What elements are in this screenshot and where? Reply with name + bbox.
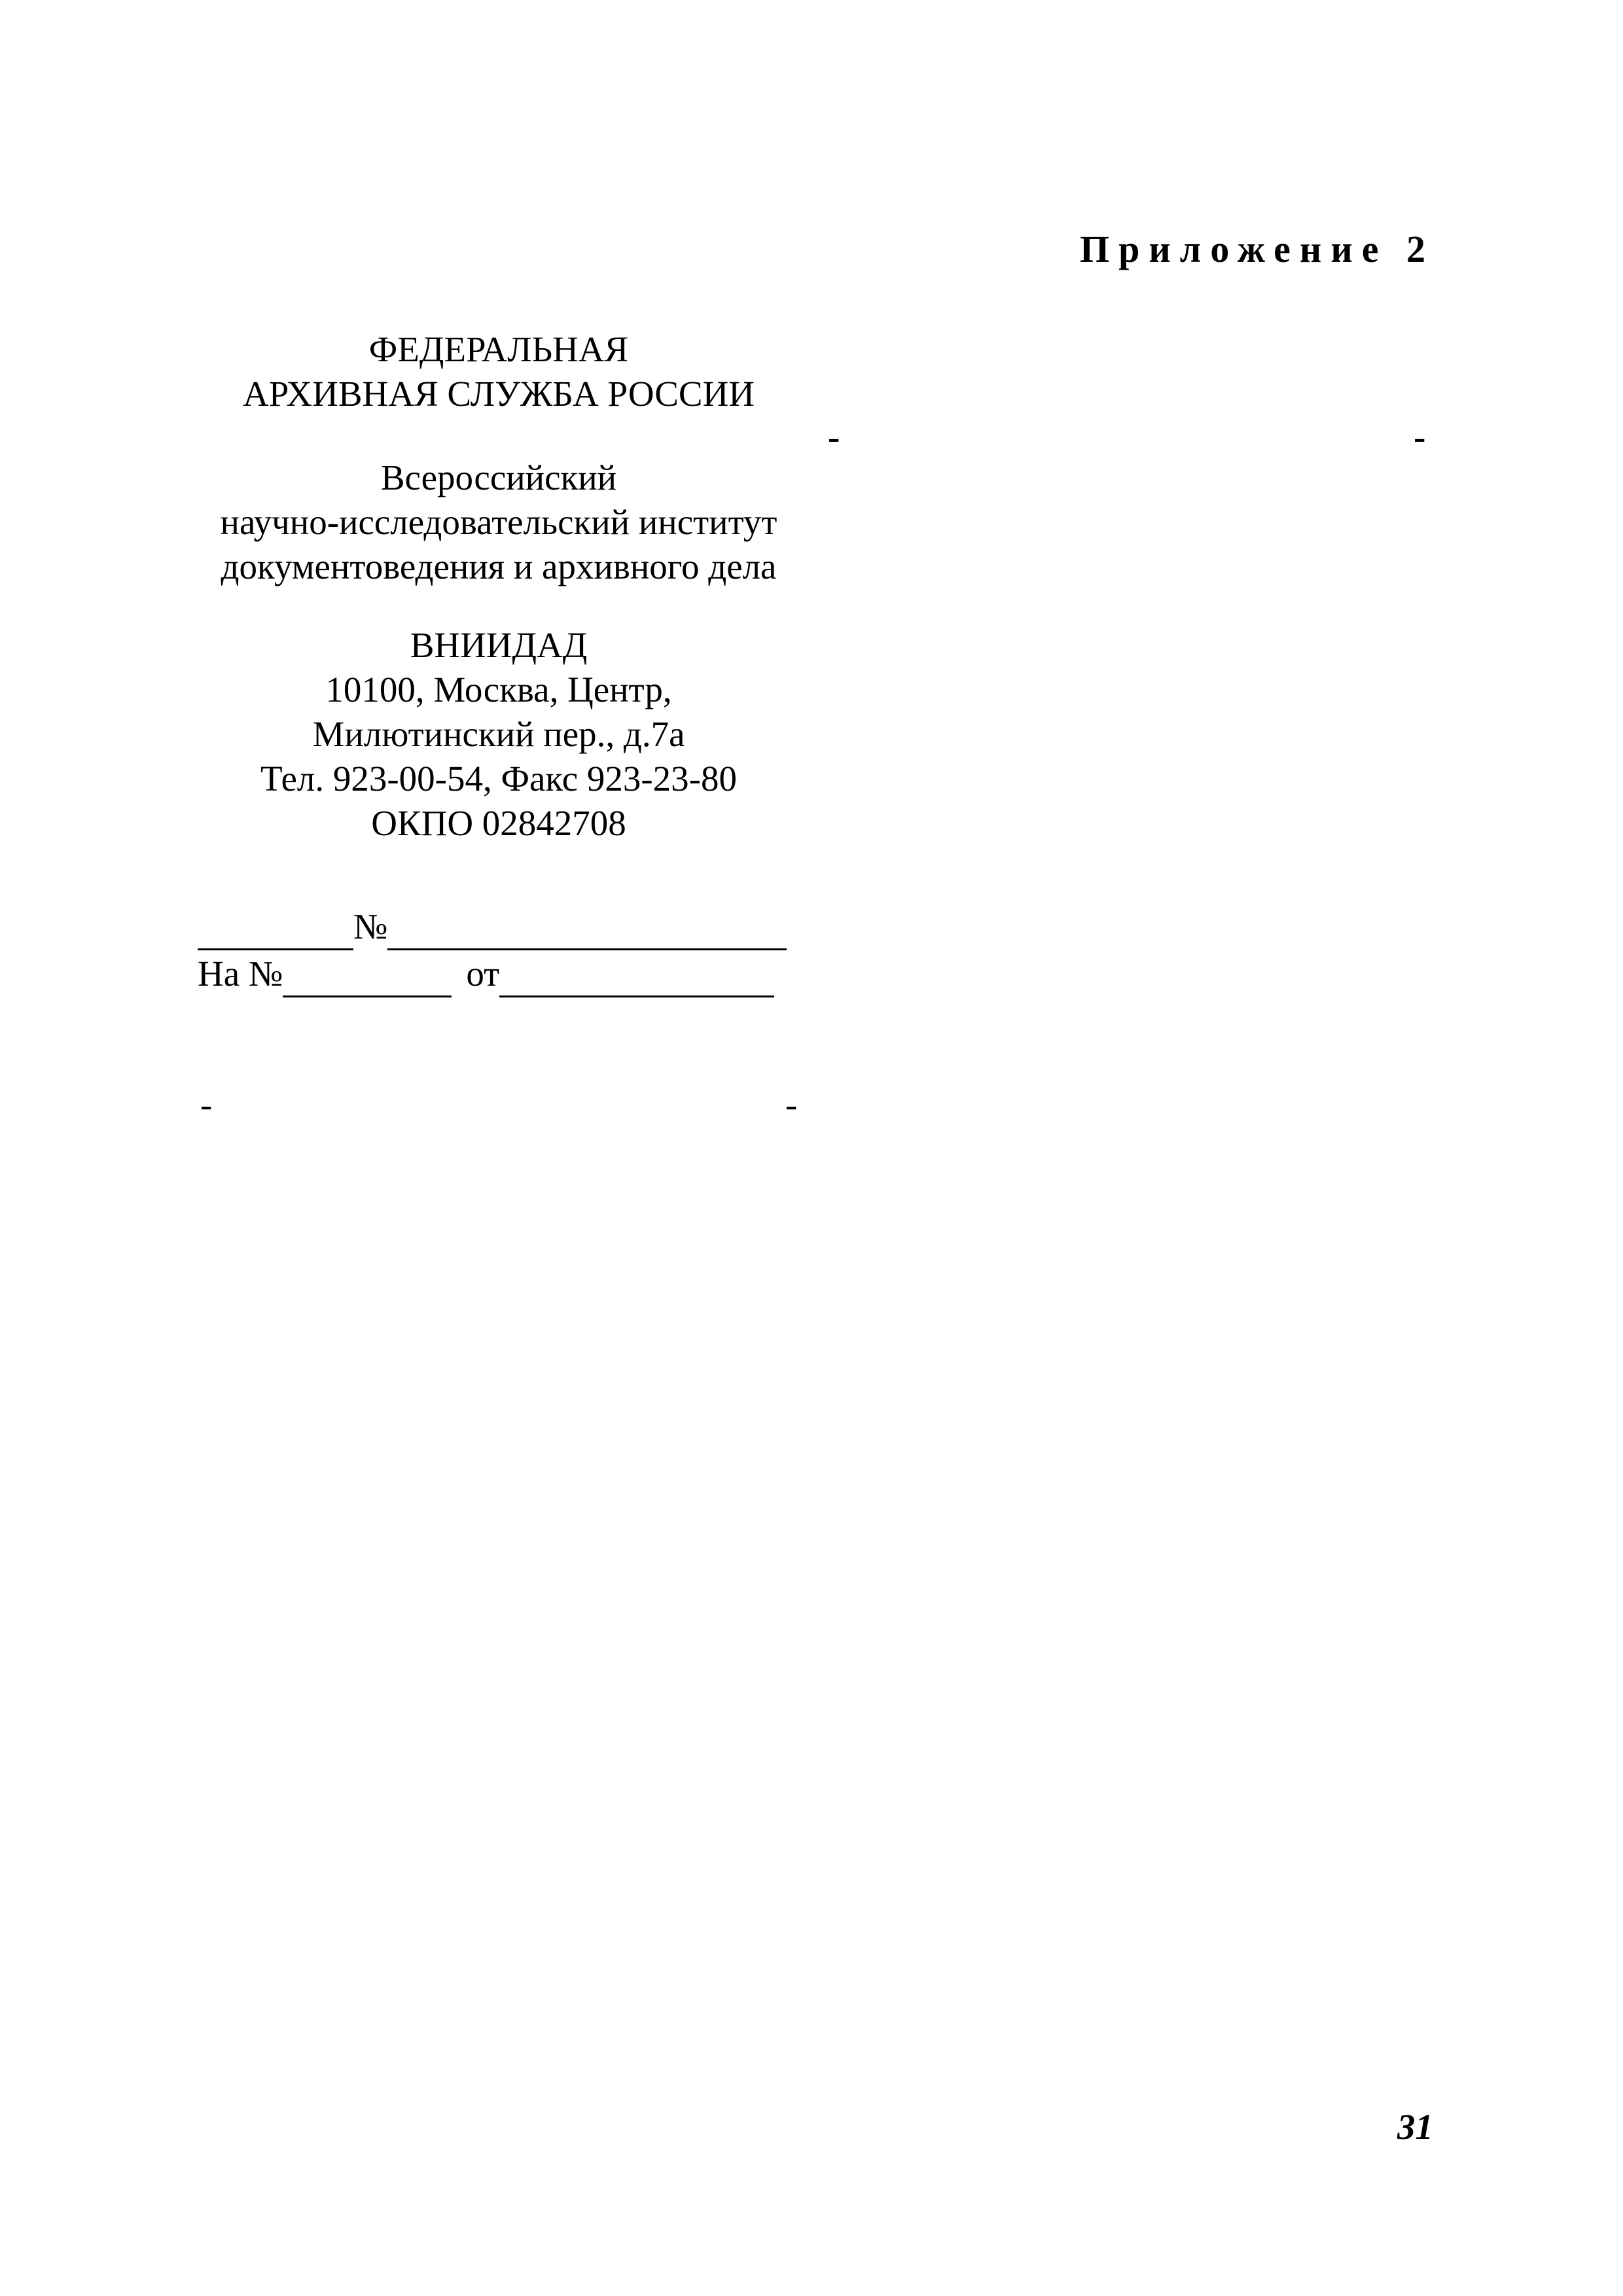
reply-to-label: На № bbox=[198, 954, 283, 994]
institute-name-line-2: научно-исследовательский институт bbox=[220, 502, 777, 542]
date-blank-line bbox=[198, 912, 353, 950]
reply-reference-row bbox=[198, 950, 800, 997]
number-blank-line bbox=[387, 912, 787, 950]
institute-name-line-3: документоведения и архивного дела bbox=[221, 547, 777, 586]
reply-date-blank-line bbox=[499, 959, 774, 997]
heading-corner-mark-left: - bbox=[200, 1085, 213, 1124]
letterhead-block bbox=[198, 327, 800, 846]
registration-reference-block bbox=[198, 903, 800, 997]
reply-number-blank-line bbox=[283, 959, 452, 997]
document-date-number-row bbox=[198, 903, 800, 950]
address-line-1: 10100, Москва, Центр, bbox=[325, 670, 672, 709]
number-sign-label: № bbox=[353, 906, 388, 946]
addressee-corner-mark-right: - bbox=[1414, 417, 1426, 457]
phone-fax-line: Тел. 923-00-54, Факс 923-23-80 bbox=[260, 759, 737, 798]
institute-abbreviation: ВНИИДАД bbox=[410, 625, 588, 665]
agency-name-line-2: АРХИВНАЯ СЛУЖБА РОССИИ bbox=[242, 374, 755, 414]
agency-name-line-1: ФЕДЕРАЛЬНАЯ bbox=[368, 329, 629, 369]
institute-name-line-1: Всероссийский bbox=[380, 457, 617, 497]
heading-corner-mark-right: - bbox=[785, 1085, 798, 1124]
addressee-corner-mark-left: - bbox=[828, 417, 840, 457]
appendix-heading: Приложение 2 bbox=[1080, 228, 1435, 270]
okpo-code: ОКПО 02842708 bbox=[371, 803, 626, 843]
page-number: 31 bbox=[1397, 2107, 1433, 2147]
from-label: от bbox=[466, 954, 500, 994]
address-line-2: Милютинский пер., д.7а bbox=[312, 714, 685, 754]
